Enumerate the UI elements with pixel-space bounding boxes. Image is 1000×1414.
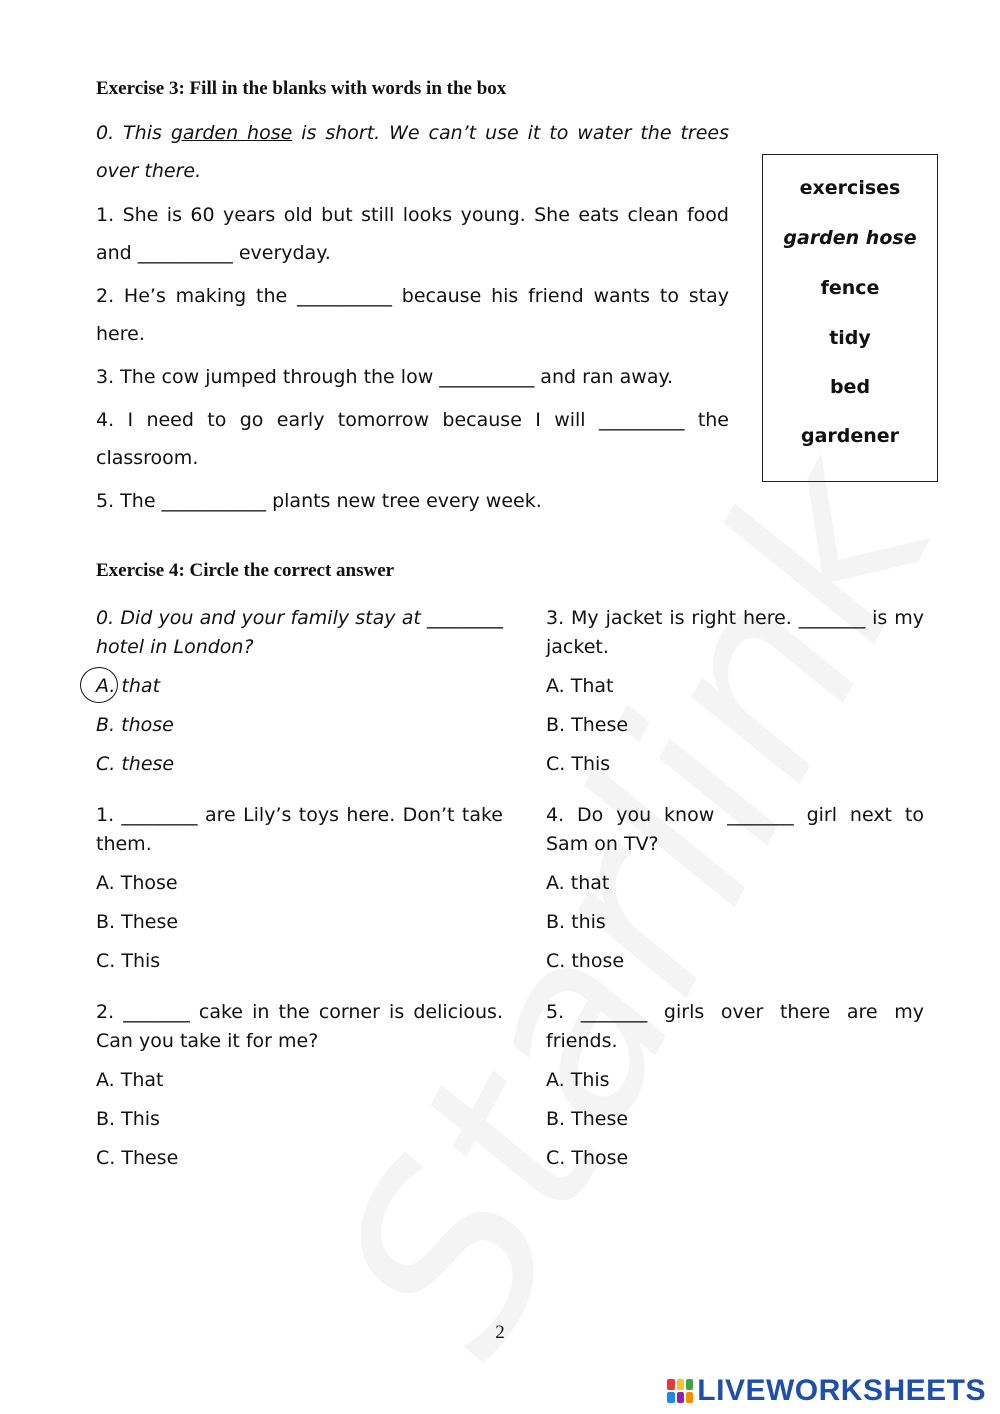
example-answer: garden hose [170,122,293,144]
question-2-option-a[interactable]: A. That [96,1069,164,1091]
question-4-option-a[interactable]: A. that [546,872,610,894]
question-5-option-b[interactable]: B. These [546,1108,629,1130]
logo-square [686,1392,693,1403]
page-number: 2 [495,1322,505,1343]
word-box-item: garden hose [783,227,917,249]
example-prefix: 0. This [96,122,171,144]
exercise3-sentence-4: 4. I need to go early tomorrow because I will _________ the classroom. [96,409,729,469]
question-1-option-c[interactable]: C. This [96,950,161,972]
question-3: 3. My jacket is right here. _______ is my jacket. [546,607,924,658]
question-3-option-b[interactable]: B. These [546,714,629,736]
question-4: 4. Do you know _______ girl next to Sam on TV? [546,804,924,855]
word-box-item: fence [820,277,880,299]
exercise4-title: Exercise 4: Circle the correct answer [96,560,395,581]
logo-square [667,1379,674,1390]
exercise3-sentence-3: 3. The cow jumped through the low __________ and ran away. [96,366,674,388]
exercise3-sentence-1: 1. She is 60 years old but still looks young. She eats clean food and __________ everyday. [96,204,729,264]
exercise3-sentence-5: 5. The ___________ plants new tree every week. [96,490,542,512]
question-1-option-b[interactable]: B. These [96,911,179,933]
exercise3-sentence-2: 2. He’s making the __________ because his friend wants to stay here. [96,285,729,345]
question-2: 2. _______ cake in the corner is delicious. Can you take it for me? [96,1001,503,1052]
word-box-item: exercises [799,177,901,199]
word-box-item: gardener [800,425,900,447]
word-box [762,154,938,482]
liveworksheets-logo-icon [667,1379,693,1403]
exercise3-example [96,114,729,190]
question-3-option-a[interactable]: A. That [546,675,614,697]
word-box-item: tidy [829,327,871,349]
question-5-option-c[interactable]: C. Those [546,1147,629,1169]
answer-circle [80,667,118,703]
question-4-option-b[interactable]: B. this [546,911,606,933]
question-0-option-a[interactable]: A. that [96,675,161,697]
logo-square [677,1392,684,1403]
question-3-option-c[interactable]: C. This [546,753,611,775]
question-5: 5. _______ girls over there are my friends. [546,1001,924,1052]
logo-square [667,1392,674,1403]
example-suffix: is short. We can’t use it to water the trees over there. [96,122,729,182]
question-2-option-c[interactable]: C. These [96,1147,179,1169]
question-1-option-a[interactable]: A. Those [96,872,178,894]
question-1: 1. ________ are Lily’s toys here. Don’t take them. [96,804,503,855]
liveworksheets-logo[interactable] [667,1374,986,1408]
question-2-option-b[interactable]: B. This [96,1108,160,1130]
liveworksheets-brand-text: LIVEWORKSHEETS [697,1374,986,1407]
question-5-option-a[interactable]: A. This [546,1069,610,1091]
word-box-item: bed [829,376,871,398]
logo-square [686,1379,693,1390]
exercise3-title: Exercise 3: Fill in the blanks with words in the box [96,78,507,99]
question-4-option-c[interactable]: C. those [546,950,625,972]
logo-square [677,1379,684,1390]
question-0: 0. Did you and your family stay at ________ hotel in London? [96,607,503,658]
question-0-option-c[interactable]: C. these [96,753,175,775]
question-0-option-b[interactable]: B. those [96,714,174,736]
